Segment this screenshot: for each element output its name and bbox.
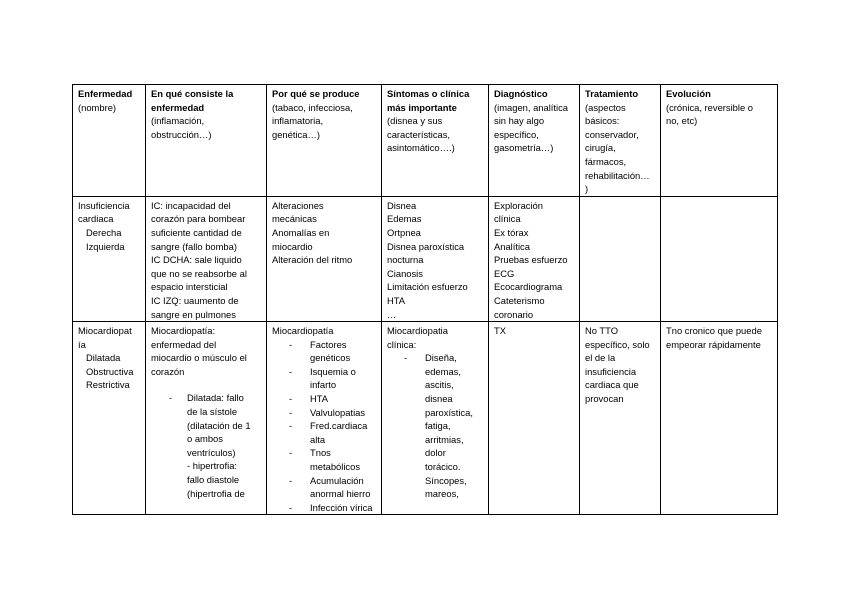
text-line: fatiga, [425,420,451,432]
header-note-line: (nombre) [78,101,117,113]
text-line: miocardio [272,240,313,252]
text-line: clínica [494,213,521,225]
text-line: mecánicas [272,213,317,225]
text-line: (dilatación de 1 [187,419,251,431]
text-line: suficiente cantidad de [151,226,242,238]
cell-tratamiento [580,322,661,515]
header-note-line: rehabilitación… [585,169,650,181]
text-line: Síncopes, [425,474,467,486]
text-line: enfermedad del [151,338,217,350]
header-note-line: cirugía, [585,142,616,154]
text-line: insuficiencia [585,365,637,377]
table-row [73,322,778,515]
text-line: Edemas [387,213,422,225]
list-item: - HTA [272,392,378,406]
text-line: de la sístole [187,406,238,418]
text-line: Obstructiva [86,365,134,377]
list-item: - Valvulopatias [272,406,378,420]
text-line: Dilatada [86,352,121,364]
list-item: - Isquemia o infarto [272,365,378,392]
header-cell [73,85,146,197]
text-line: No TTO [585,325,618,337]
text-line: Derecha [86,226,122,238]
text-line: IC IZQ: uaumento de [151,294,239,306]
header-note-line: asintomático….) [387,142,455,154]
text-line: Pruebas esfuerzo [494,254,568,266]
text-line: dolor [425,447,446,459]
header-cell [489,85,580,197]
text-line: Ortpnea [387,226,421,238]
text-line: empeorar rápidamente [666,338,761,350]
text-line: Izquierda [86,240,125,252]
header-cell [382,85,489,197]
header-note-line: fármacos, [585,155,627,167]
text-line: clínica: [387,338,417,350]
cell-evolucion [661,196,778,321]
text-line: Miocardiopatía: [151,325,216,337]
list-item: - Factores genéticos [272,338,378,365]
text-line: Limitación esfuerzo [387,281,468,293]
text-line: - Diseña, [425,352,457,364]
cell-consiste [146,196,267,321]
text-line: o ambos [187,433,223,445]
text-line: arritmias, [425,433,464,445]
text-line: HTA [387,294,406,306]
header-note-line: básicos: [585,115,620,127]
text-line: miocardio o músculo el [151,352,247,364]
header-cell [267,85,382,197]
text-line: Restrictiva [86,379,130,391]
text-line: sangre en pulmones [151,308,236,320]
text-line: torácico. [425,461,461,473]
text-line: nocturna [387,254,424,266]
text-line: corazón [151,365,185,377]
text-line: espacio intersticial [151,281,228,293]
header-note-line: no, etc) [666,115,698,127]
list-item: - Tnos metabólicos [272,446,378,473]
header-note-line: inflamatoria, [272,115,324,127]
cell-sintomas [382,196,489,321]
causa-list [272,338,378,515]
text-line: ECG [494,267,515,279]
text-line: corazón para bombear [151,213,246,225]
text-line: ascitis, [425,379,454,391]
header-title: Diagnóstico [494,88,548,99]
text-line: - Dilatada: fallo [187,392,244,404]
text-line: (hipertrofia de [187,487,245,499]
text-line: que no se reabsorbe al [151,267,247,279]
text-line: Miocardiopatia [387,325,448,337]
text-line: provocan [585,393,624,405]
text-line: ventrículos) [187,446,236,458]
header-note-line: obstrucción…) [151,128,212,140]
header-cell [580,85,661,197]
text-line: coronario [494,308,534,320]
text-line: Tno cronico que puede [666,325,762,337]
header-cell [146,85,267,197]
text-line: cardiaca que [585,379,639,391]
cell-causa [267,322,382,515]
header-note-line: (crónica, reversible o [666,101,754,113]
text-line: IC DCHA: sale liquido [151,254,242,266]
text-line: Alteración del ritmo [272,254,353,266]
text-line: sangre (fallo bomba) [151,240,237,252]
header-note-line: (inflamación, [151,115,205,127]
header-note-line: específico, [494,128,539,140]
header-note-line: (disnea y sus [387,115,443,127]
text-line: mareos, [425,488,459,500]
cell-diagnostico [489,196,580,321]
text-line: Analítica [494,240,530,252]
cell-sintomas [382,322,489,515]
text-line: Miocardiopat [78,325,132,337]
list-item: - Fred.cardiaca alta [272,419,378,446]
text-line: TX [494,325,506,337]
header-title: Por qué se produce [272,88,360,99]
cell-tratamiento [580,196,661,321]
text-line: … [387,308,397,320]
text-line: fallo diastole [187,474,240,486]
header-title: Enfermedad [78,88,133,99]
cell-consiste [146,322,267,515]
disease-table [72,84,778,515]
text-line: paroxística, [425,406,473,418]
list-item: - Acumulación anormal hierro [272,474,378,501]
text-line: - hipertrofia: [187,460,238,472]
causa-intro: Miocardiopatía [272,325,334,337]
header-title: Tratamiento [585,88,639,99]
text-line: Disnea paroxística [387,240,465,252]
cell-causa [267,196,382,321]
header-note-line: ) [585,183,589,195]
text-line: Disnea [387,199,417,211]
cell-disease [73,322,146,515]
header-note-line: sin hay algo [494,115,545,127]
header-note-line: (imagen, analítica [494,101,568,113]
text-line: Exploración [494,199,543,211]
consiste-list [151,391,263,500]
header-note-line: (tabaco, infecciosa, [272,101,353,113]
list-item: - Infección vírica [272,501,378,515]
text-line: Ex tórax [494,226,529,238]
text-line: ía [78,338,86,350]
text-line: el de la [585,352,616,364]
text-line: disnea [425,393,453,405]
sintomas-list [387,351,485,501]
header-note-line: (aspectos [585,101,626,113]
text-line: Alteraciones [272,199,324,211]
header-row [73,85,778,197]
text-line: Anomalías en [272,226,330,238]
text-line: Cateterismo [494,294,545,306]
text-line: IC: incapacidad del [151,199,231,211]
cell-evolucion [661,322,778,515]
header-note-line: conservador, [585,128,639,140]
header-title: En qué consiste la enfermedad [151,88,234,113]
cell-diagnostico [489,322,580,515]
text-line: Ecocardiograma [494,281,563,293]
text-line: específico, solo [585,338,650,350]
text-line: cardiaca [78,213,114,225]
table-row [73,196,778,321]
header-note-line: gasometría…) [494,142,554,154]
header-note-line: características, [387,128,451,140]
header-cell [661,85,778,197]
header-title: Evolución [666,88,711,99]
text-line: Cianosis [387,267,423,279]
cell-disease [73,196,146,321]
header-title: Síntomas o clínica más importante [387,88,470,113]
text-line: Insuficiencia [78,199,130,211]
text-line: edemas, [425,365,461,377]
header-note-line: genética…) [272,128,320,140]
